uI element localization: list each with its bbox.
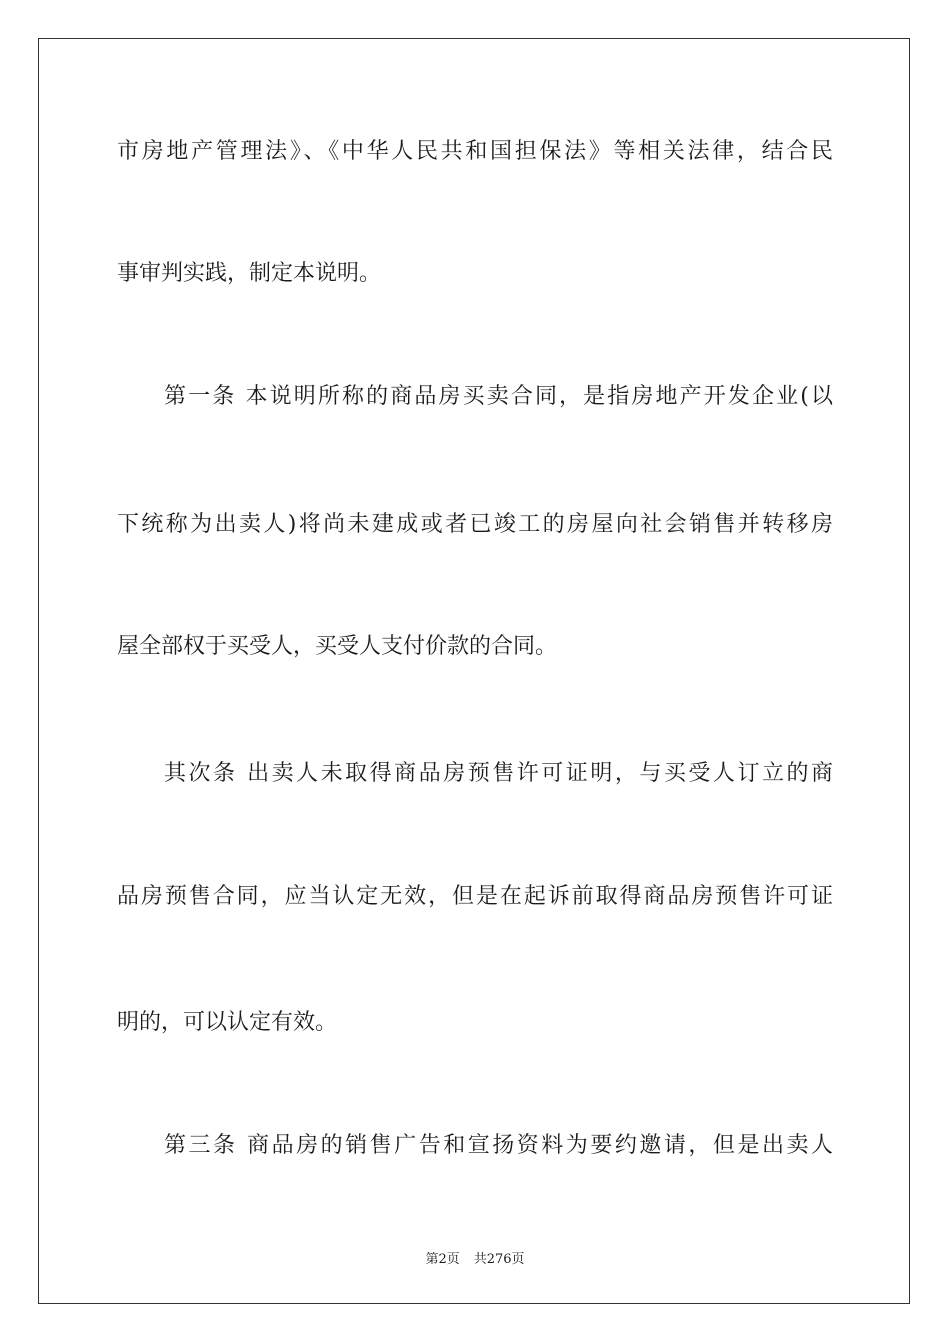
page-frame: [38, 38, 910, 1304]
text-line-5: 屋全部权于买受人，买受人支付价款的合同。: [117, 634, 558, 659]
text-line-3: 第一条 本说明所称的商品房买卖合同，是指房地产开发企业(以: [164, 384, 833, 409]
text-line-8: 明的，可以认定有效。: [117, 1010, 338, 1035]
page-total: 共276页: [473, 1252, 525, 1267]
text-line-4: 下统称为出卖人)将尚未建成或者已竣工的房屋向社会销售并转移房: [117, 512, 833, 537]
text-line-6: 其次条 出卖人未取得商品房预售许可证明，与买受人订立的商: [164, 761, 833, 786]
page-number: 第2页: [425, 1252, 460, 1267]
page-footer: [0, 1248, 950, 1267]
text-line-2: 事审判实践，制定本说明。: [117, 261, 382, 286]
text-line-9: 第三条 商品房的销售广告和宣扬资料为要约邀请，但是出卖人: [164, 1133, 833, 1158]
text-line-7: 品房预售合同，应当认定无效，但是在起诉前取得商品房预售许可证: [117, 884, 833, 909]
text-line-1: 市房地产管理法》、《中华人民共和国担保法》等相关法律，结合民: [117, 139, 833, 164]
